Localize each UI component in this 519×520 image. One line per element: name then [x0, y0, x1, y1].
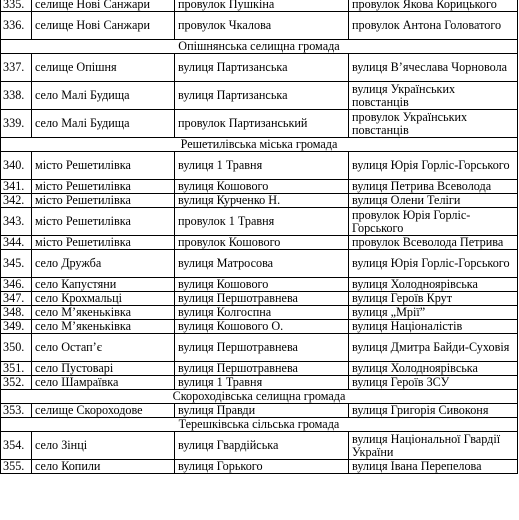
settlement-cell: село Малі Будища [32, 110, 175, 138]
table-row [1, 110, 518, 138]
table-row [1, 292, 518, 306]
section-title: Терешківська сільська громада [1, 418, 518, 432]
settlement-cell: село М’якеньківка [32, 306, 175, 320]
settlement-cell: село Капустяни [32, 278, 175, 292]
old-street-name-cell: провулок 1 Травня [175, 208, 349, 236]
old-street-name-cell: вулиця 1 Травня [175, 152, 349, 180]
old-street-name-cell: вулиця Кошового [175, 180, 349, 194]
table-row [1, 54, 518, 82]
row-number: 336. [1, 12, 32, 40]
settlement-cell: місто Решетилівка [32, 236, 175, 250]
new-street-name-cell: вулиця Героїв ЗСУ [349, 376, 518, 390]
table-row [1, 334, 518, 362]
old-street-name-cell: провулок Чкалова [175, 12, 349, 40]
row-number: 344. [1, 236, 32, 250]
settlement-cell: селище Нові Санжари [32, 0, 175, 12]
settlement-cell: село Пустоварі [32, 362, 175, 376]
old-street-name-cell: вулиця Кошового [175, 278, 349, 292]
table-row [1, 432, 518, 460]
old-street-name-cell: вулиця Правди [175, 404, 349, 418]
row-number: 348. [1, 306, 32, 320]
row-number: 346. [1, 278, 32, 292]
new-street-name-cell: вулиця Холодноярівська [349, 362, 518, 376]
old-street-name-cell: вулиця Кошового О. [175, 320, 349, 334]
old-street-name-cell: провулок Пушкіна [175, 0, 349, 12]
old-street-name-cell: вулиця 1 Травня [175, 376, 349, 390]
new-street-name-cell: вулиця Юрія Горліс-Горського [349, 250, 518, 278]
table-row [1, 404, 518, 418]
old-street-name-cell: вулиця Першотравнева [175, 292, 349, 306]
table-row [1, 82, 518, 110]
new-street-name-cell: провулок Всеволода Петрива [349, 236, 518, 250]
new-street-name-cell: провулок Юрія Горліс-Горського [349, 208, 518, 236]
row-number: 343. [1, 208, 32, 236]
table-row [1, 306, 518, 320]
settlement-cell: селище Опішня [32, 54, 175, 82]
row-number: 349. [1, 320, 32, 334]
table-row [1, 152, 518, 180]
table-row [1, 180, 518, 194]
settlement-cell: село Крохмальці [32, 292, 175, 306]
row-number: 351. [1, 362, 32, 376]
new-street-name-cell: вулиця Дмитра Байди-Суховія [349, 334, 518, 362]
row-number: 353. [1, 404, 32, 418]
new-street-name-cell: вулиця Олени Теліги [349, 194, 518, 208]
row-number: 354. [1, 432, 32, 460]
old-street-name-cell: вулиця Гвардійська [175, 432, 349, 460]
table-row [1, 208, 518, 236]
new-street-name-cell: вулиця Григорія Сивоконя [349, 404, 518, 418]
settlement-cell: місто Решетилівка [32, 180, 175, 194]
table-row [1, 250, 518, 278]
new-street-name-cell: вулиця Івана Перепелова [349, 460, 518, 474]
row-number: 341. [1, 180, 32, 194]
row-number: 339. [1, 110, 32, 138]
row-number: 337. [1, 54, 32, 82]
row-number: 342. [1, 194, 32, 208]
table-row [1, 376, 518, 390]
settlement-cell: місто Решетилівка [32, 152, 175, 180]
settlement-cell: село Малі Будища [32, 82, 175, 110]
settlement-cell: село Шамраївка [32, 376, 175, 390]
settlement-cell: місто Решетилівка [32, 208, 175, 236]
row-number: 335. [1, 0, 32, 12]
settlement-cell: село Дружба [32, 250, 175, 278]
old-street-name-cell: вулиця Партизанська [175, 54, 349, 82]
new-street-name-cell: вулиця Юрія Горліс-Горського [349, 152, 518, 180]
new-street-name-cell: провулок Якова Корицького [349, 0, 518, 12]
new-street-name-cell: вулиця „Мрії” [349, 306, 518, 320]
section-title: Решетилівська міська громада [1, 138, 518, 152]
settlement-cell: селище Нові Санжари [32, 12, 175, 40]
row-number: 338. [1, 82, 32, 110]
old-street-name-cell: вулиця Колгоспна [175, 306, 349, 320]
new-street-name-cell: вулиця Холодноярівська [349, 278, 518, 292]
settlement-cell: село Копили [32, 460, 175, 474]
new-street-name-cell: вулиця Петрива Всеволода [349, 180, 518, 194]
row-number: 340. [1, 152, 32, 180]
settlement-cell: селище Скороходове [32, 404, 175, 418]
row-number: 350. [1, 334, 32, 362]
section-header-row [1, 40, 518, 54]
settlement-cell: село М’якеньківка [32, 320, 175, 334]
old-street-name-cell: вулиця Партизанська [175, 82, 349, 110]
table-row [1, 236, 518, 250]
table-body [1, 0, 518, 474]
new-street-name-cell: вулиця Національної Гвардії України [349, 432, 518, 460]
new-street-name-cell: вулиця Героїв Крут [349, 292, 518, 306]
section-title: Опішнянська селищна громада [1, 40, 518, 54]
section-title: Скороходівська селищна громада [1, 390, 518, 404]
row-number: 347. [1, 292, 32, 306]
table-row [1, 194, 518, 208]
table-row [1, 362, 518, 376]
old-street-name-cell: вулиця Курченко Н. [175, 194, 349, 208]
table-row [1, 0, 518, 12]
new-street-name-cell: вулиця Націоналістів [349, 320, 518, 334]
section-header-row [1, 138, 518, 152]
new-street-name-cell: вулиця Українських повстанців [349, 82, 518, 110]
table-row [1, 278, 518, 292]
row-number: 345. [1, 250, 32, 278]
old-street-name-cell: вулиця Першотравнева [175, 334, 349, 362]
new-street-name-cell: вулиця В’ячеслава Чорновола [349, 54, 518, 82]
settlement-cell: місто Решетилівка [32, 194, 175, 208]
new-street-name-cell: провулок Українських повстанців [349, 110, 518, 138]
row-number: 352. [1, 376, 32, 390]
section-header-row [1, 390, 518, 404]
old-street-name-cell: вулиця Першотравнева [175, 362, 349, 376]
old-street-name-cell: вулиця Горького [175, 460, 349, 474]
old-street-name-cell: вулиця Матросова [175, 250, 349, 278]
table-row [1, 460, 518, 474]
table-row [1, 12, 518, 40]
row-number: 355. [1, 460, 32, 474]
table-row [1, 320, 518, 334]
old-street-name-cell: провулок Кошового [175, 236, 349, 250]
section-header-row [1, 418, 518, 432]
settlement-cell: село Зінці [32, 432, 175, 460]
new-street-name-cell: провулок Антона Головатого [349, 12, 518, 40]
old-street-name-cell: провулок Партизанський [175, 110, 349, 138]
settlement-cell: село Остап’є [32, 334, 175, 362]
